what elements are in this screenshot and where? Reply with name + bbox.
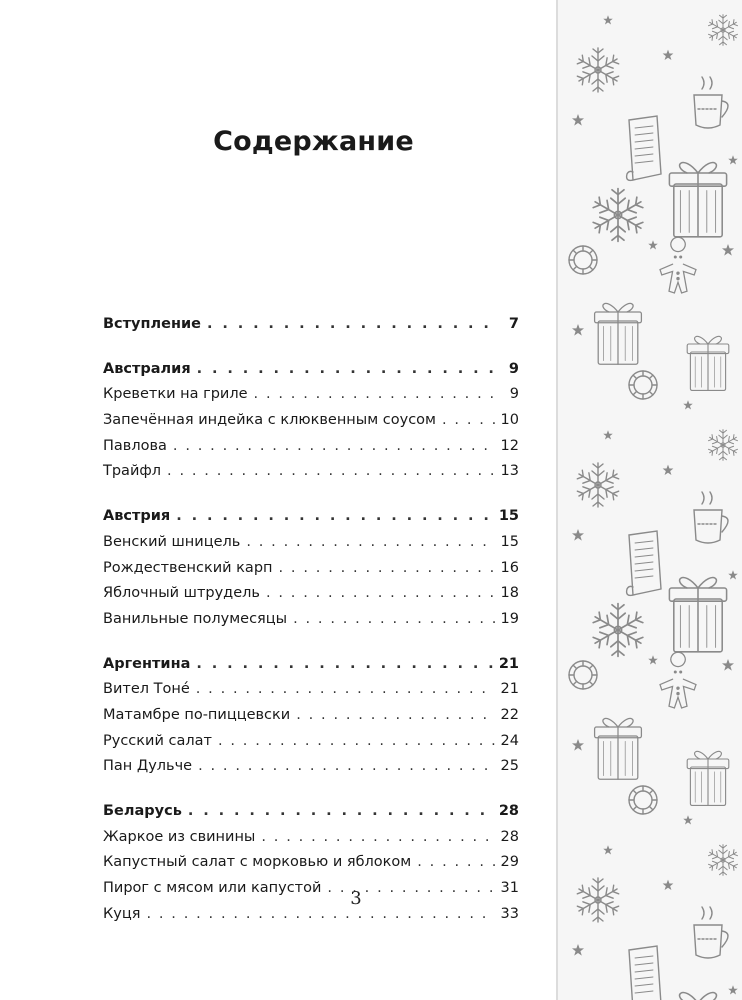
toc-entry xyxy=(103,825,519,851)
toc-entry-label: Павлова xyxy=(103,437,167,454)
toc-entry-label: Аргентина xyxy=(103,655,191,672)
toc-entry xyxy=(103,459,519,485)
toc-page-number: 28 xyxy=(498,803,519,819)
toc-heading xyxy=(103,312,519,338)
toc-page-number: 19 xyxy=(500,610,519,627)
star-icon xyxy=(683,400,693,409)
toc-page-number: 29 xyxy=(500,854,519,871)
star-icon xyxy=(572,529,584,541)
toc-page-number: 15 xyxy=(500,533,519,550)
toc-entry xyxy=(103,408,519,434)
toc-entry-label: Запечённая индейка с клюквенным соусом xyxy=(103,412,436,429)
toc-entry xyxy=(103,556,519,582)
toc-heading xyxy=(103,652,519,678)
toc-entry-label: Куця xyxy=(103,905,141,922)
star-icon xyxy=(728,570,738,579)
holiday-pattern xyxy=(558,0,742,1000)
star-icon xyxy=(603,845,613,854)
snowflake-icon xyxy=(576,878,620,922)
gift-box-icon xyxy=(595,718,642,779)
star-icon xyxy=(572,324,584,336)
gift-box-icon xyxy=(595,303,642,364)
toc-entry xyxy=(103,677,519,703)
toc-section xyxy=(103,312,519,338)
mug-icon xyxy=(694,907,728,958)
scroll-icon xyxy=(627,116,661,180)
star-icon xyxy=(572,944,584,956)
star-icon xyxy=(683,815,693,824)
toc-entry xyxy=(103,382,519,408)
toc-entry-label: Австрия xyxy=(103,508,171,525)
toc-page-number: 12 xyxy=(500,437,519,454)
toc-entry-label: Рождественский карп xyxy=(103,559,273,576)
scroll-icon xyxy=(627,531,661,595)
toc-entry xyxy=(103,703,519,729)
toc-leader-dots xyxy=(198,754,494,780)
gift-box-icon xyxy=(669,163,726,237)
toc-entry-label: Пирог с мясом или капустой xyxy=(103,880,322,897)
toc-leader-dots xyxy=(218,729,495,755)
toc-leader-dots xyxy=(173,434,495,460)
toc-section xyxy=(103,504,519,632)
toc-page-number: 31 xyxy=(500,880,519,897)
toc-entry-label: Беларусь xyxy=(103,803,182,819)
toc-entry-label: Жаркое из свинины xyxy=(103,828,256,845)
toc-leader-dots xyxy=(176,504,493,530)
toc-leader-dots xyxy=(207,312,499,338)
gingerbread-man-icon xyxy=(660,652,696,708)
star-icon xyxy=(572,114,584,126)
toc-leader-dots xyxy=(442,408,495,434)
gingerbread-man-icon xyxy=(660,237,696,293)
snowflake-icon xyxy=(708,845,739,876)
toc-leader-dots xyxy=(197,357,499,383)
toc-page-number: 28 xyxy=(500,828,519,845)
candy-icon xyxy=(569,246,597,274)
toc-entry-label: Австралия xyxy=(103,360,191,377)
star-icon xyxy=(722,244,734,256)
candy-icon xyxy=(629,371,657,399)
snowflake-icon xyxy=(592,604,645,657)
snowflake-icon xyxy=(576,463,620,507)
toc-leader-dots xyxy=(417,850,494,876)
star-icon xyxy=(572,739,584,751)
toc-section xyxy=(103,652,519,780)
toc-leader-dots xyxy=(254,382,499,408)
toc-leader-dots xyxy=(261,825,494,851)
toc-page-number: 7 xyxy=(508,316,519,332)
toc-leader-dots xyxy=(279,556,495,582)
toc-page-number: 10 xyxy=(500,412,519,429)
gift-box-icon xyxy=(687,336,729,390)
page-title: Содержание xyxy=(213,126,414,157)
candy-icon xyxy=(569,661,597,689)
toc-page-number: 21 xyxy=(500,681,519,698)
toc-leader-dots xyxy=(293,607,494,633)
star-icon xyxy=(648,240,658,249)
toc-entry xyxy=(103,434,519,460)
toc-entry-label: Креветки на гриле xyxy=(103,386,248,403)
toc-entry-label: Ванильные полумесяцы xyxy=(103,610,288,627)
toc-entry-label: Капустный салат с морковью и яблоком xyxy=(103,854,412,871)
toc-leader-dots xyxy=(266,581,495,607)
star-icon xyxy=(648,655,658,664)
toc-entry xyxy=(103,850,519,876)
toc-entry-label: Трайфл xyxy=(103,463,162,480)
toc-entry-label: Матамбре по-пиццевски xyxy=(103,706,291,723)
snowflake-icon xyxy=(592,189,645,242)
toc-leader-dots xyxy=(296,703,494,729)
toc-entry-label: Венский шницель xyxy=(103,533,241,550)
toc-page-number: 25 xyxy=(500,758,519,775)
star-icon xyxy=(663,465,674,475)
toc-page-number: 9 xyxy=(509,386,519,403)
star-icon xyxy=(663,50,674,60)
toc-entry xyxy=(103,607,519,633)
table-of-contents xyxy=(103,312,519,946)
toc-heading xyxy=(103,357,519,383)
toc-leader-dots xyxy=(196,677,495,703)
toc-entry-label: Русский салат xyxy=(103,732,212,749)
toc-leader-dots xyxy=(167,459,495,485)
toc-heading xyxy=(103,799,519,825)
toc-section xyxy=(103,357,519,485)
toc-page-number: 16 xyxy=(500,559,519,576)
toc-page-number: 33 xyxy=(500,905,519,922)
decorative-side-panel xyxy=(556,0,742,1000)
star-icon xyxy=(603,15,613,24)
toc-page-number: 15 xyxy=(498,508,519,525)
toc-page-number: 24 xyxy=(500,732,519,749)
toc-page-number: 21 xyxy=(498,655,519,672)
toc-leader-dots xyxy=(188,799,493,825)
page-number: 3 xyxy=(350,888,362,909)
star-icon xyxy=(663,880,674,890)
mug-icon xyxy=(694,492,728,543)
toc-page-number: 18 xyxy=(500,585,519,602)
toc-page-number: 22 xyxy=(500,706,519,723)
candy-icon xyxy=(629,786,657,814)
star-icon xyxy=(728,985,738,994)
toc-entry xyxy=(103,729,519,755)
toc-entry-label: Пан Дульче xyxy=(103,758,193,775)
toc-leader-dots xyxy=(246,530,494,556)
gift-box-icon xyxy=(669,993,726,1000)
star-icon xyxy=(722,659,734,671)
toc-entry xyxy=(103,581,519,607)
star-icon xyxy=(728,155,738,164)
toc-entry-label: Вступление xyxy=(103,316,201,332)
star-icon xyxy=(603,430,613,439)
scroll-icon xyxy=(627,946,661,1000)
snowflake-icon xyxy=(708,430,739,461)
toc-leader-dots xyxy=(196,652,492,678)
toc-heading xyxy=(103,504,519,530)
toc-page-number: 9 xyxy=(508,360,519,377)
snowflake-icon xyxy=(576,48,620,92)
toc-entry xyxy=(103,754,519,780)
toc-entry-label: Вител Тоне́ xyxy=(103,681,190,698)
gift-box-icon xyxy=(669,578,726,652)
toc-page-number: 13 xyxy=(500,463,519,480)
gift-box-icon xyxy=(687,751,729,805)
mug-icon xyxy=(694,77,728,128)
snowflake-icon xyxy=(708,15,739,46)
toc-entry-label: Яблочный штрудель xyxy=(103,585,260,602)
toc-entry xyxy=(103,530,519,556)
